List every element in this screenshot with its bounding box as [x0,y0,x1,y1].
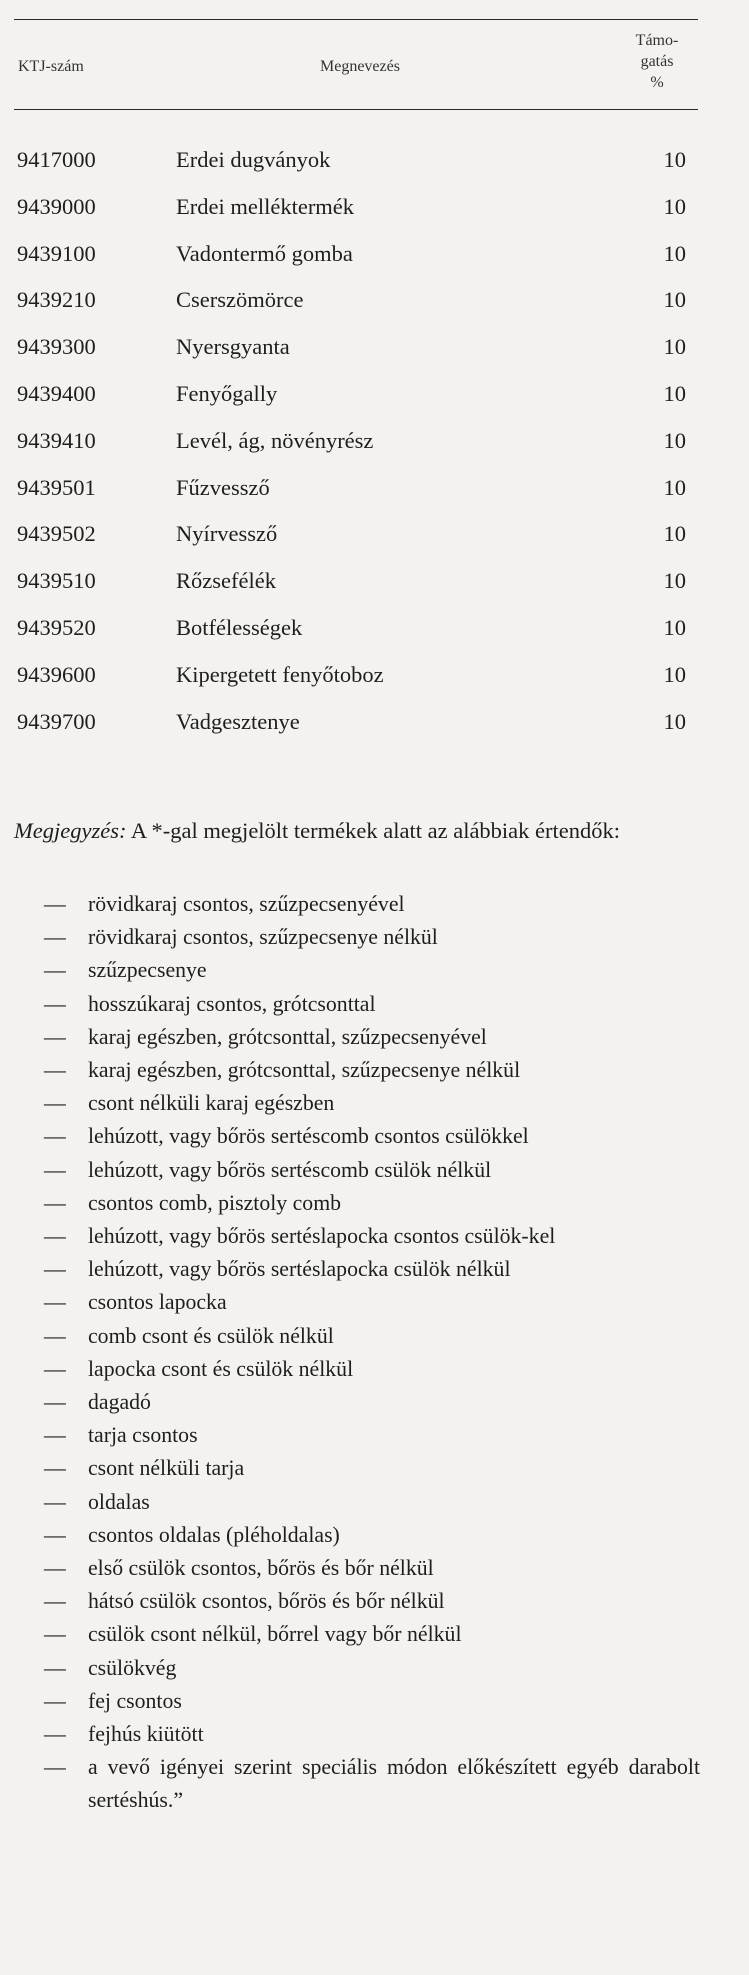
list-item-text: csontos lapocka [88,1290,227,1315]
row-percent: 10 [663,147,686,172]
dash-marker: — [44,1356,66,1381]
row-percent: 10 [663,661,686,687]
row-percent: 10 [663,334,686,360]
dash-marker: — [44,1755,66,1780]
table-row [14,381,698,428]
list-item-text: csont nélküli karaj egészben [88,1091,335,1116]
list-item-text: hátsó csülök csontos, bőrös és bőr nélkül [88,1589,445,1614]
dash-marker: — [44,1157,66,1182]
list-item [14,1120,700,1153]
row-percent: 10 [663,474,686,500]
row-name: Nyírvessző [176,521,278,547]
list-item-text: csontos comb, pisztoly comb [88,1190,342,1215]
list-item [14,1220,700,1253]
list-item [14,921,700,954]
list-item [14,1386,700,1419]
list-item-text: karaj egészben, grótcsonttal, szűzpecsenye nélkül [88,1058,521,1083]
list-item [14,1618,700,1651]
list-item [14,1419,700,1452]
list-item-text: rövidkaraj csontos, szűzpecsenyével [88,892,405,916]
dash-marker: — [44,925,66,950]
list-item-text: hosszúkaraj csontos, grótcsonttal [88,991,376,1016]
dash-marker: — [44,1323,66,1348]
row-code: 9439400 [17,380,96,406]
note-text: A *-gal megjelölt termékek alatt az alábbiak értendők: [126,818,621,843]
row-code: 9439210 [17,287,96,313]
list-item-text: lapocka csont és csülök nélkül [88,1356,354,1381]
row-code: 9439410 [17,427,96,453]
list-item-text: lehúzott, vagy bőrös sertéslapocka csontos csülök-kel [88,1224,556,1249]
list-item-text: comb csont és csülök nélkül [88,1323,334,1348]
dash-marker: — [44,1091,66,1116]
table-row [14,615,698,662]
list-item-text: szűzpecsenye [88,958,207,983]
dash-marker: — [44,1622,66,1647]
list-item [14,1286,700,1319]
list-item [14,1320,700,1353]
dash-marker: — [44,1190,66,1215]
dash-marker: — [44,1688,66,1713]
row-name: Erdei melléktermék [176,193,355,219]
list-item [14,1718,700,1751]
row-name: Fűzvessző [176,474,270,500]
row-name: Fenyőgally [176,380,278,406]
list-item [14,1452,700,1485]
row-name: Botfélességek [176,614,303,640]
list-item-text: dagadó [88,1390,151,1415]
dash-marker: — [44,1290,66,1315]
row-name: Cserszömörce [176,287,304,313]
list-item [14,1187,700,1220]
list-item [14,1751,700,1817]
list-item [14,1552,700,1585]
list-item-text: karaj egészben, grótcsonttal, szűzpecsenyével [88,1024,487,1049]
table-body [14,147,698,755]
table-top-rule [14,19,698,20]
row-percent: 10 [663,614,686,640]
dash-marker: — [44,1423,66,1448]
list-item-text: lehúzott, vagy bőrös sertéscomb csülök nélkül [88,1157,492,1182]
row-name: Vadontermő gomba [176,240,353,266]
row-name: Kipergetett fenyőtoboz [176,661,384,687]
table-row [14,568,698,615]
table-row [14,241,698,288]
row-percent: 10 [663,708,686,734]
dash-marker: — [44,1257,66,1282]
list-item [14,888,700,921]
list-item [14,1486,700,1519]
note-paragraph [14,816,698,846]
dash-marker: — [44,1456,66,1481]
table-row [14,475,698,522]
list-item-text: lehúzott, vagy bőrös sertéscomb csontos csülökkel [88,1124,529,1149]
dash-marker: — [44,1489,66,1514]
row-percent: 10 [663,380,686,406]
list-item [14,954,700,987]
list-item [14,1685,700,1718]
list-item-text: tarja csontos [88,1423,198,1448]
row-percent: 10 [663,427,686,453]
table-row [14,287,698,334]
table-row [14,709,698,756]
row-percent: 10 [663,193,686,219]
header-name: Megnevezés [320,58,400,75]
row-percent: 10 [663,568,686,594]
row-name: Erdei dugványok [176,147,331,172]
row-code: 9439300 [17,334,96,360]
list-item-text: csont nélküli tarja [88,1456,245,1481]
dash-marker: — [44,1556,66,1581]
row-code: 9417000 [17,147,96,172]
row-name: Nyersgyanta [176,334,290,360]
header-bottom-rule [14,109,698,110]
table-row [14,428,698,475]
note-label: Megjegyzés: [14,818,127,843]
row-code: 9439600 [17,661,96,687]
row-percent: 10 [663,287,686,313]
dash-marker: — [44,958,66,983]
list-item-text: csontos oldalas (pléholdalas) [88,1522,340,1547]
table-row [14,194,698,241]
list-item [14,1054,700,1087]
row-percent: 10 [663,240,686,266]
dash-marker: — [44,1024,66,1049]
list-item-text: lehúzott, vagy bőrös sertéslapocka csülök nélkül [88,1257,511,1282]
row-code: 9439100 [17,240,96,266]
dash-marker: — [44,991,66,1016]
item-list [14,888,700,1818]
dash-marker: — [44,1655,66,1680]
header-code: KTJ-szám [18,58,84,75]
dash-marker: — [44,892,66,916]
list-item [14,1519,700,1552]
list-item-text: első csülök csontos, bőrös és bőr nélkül [88,1556,434,1581]
header-percent-line1: Támo- [635,32,679,49]
list-item-text: rövidkaraj csontos, szűzpecsenye nélkül [88,925,438,950]
list-item [14,1253,700,1286]
row-name: Rőzsefélék [176,568,276,594]
header-percent-line3: % [650,74,664,91]
list-item-text: csülök csont nélkül, bőrrel vagy bőr nélkül [88,1622,462,1647]
row-name: Vadgesztenye [176,708,300,734]
list-item-text: fej csontos [88,1688,182,1713]
row-code: 9439700 [17,708,96,734]
list-item-text: fejhús kiütött [88,1722,204,1747]
dash-marker: — [44,1224,66,1249]
list-item [14,988,700,1021]
list-item-text: a vevő igényei szerint speciális módon előkészített egyéb darabolt sertéshús.” [88,1755,700,1813]
list-item [14,1154,700,1187]
list-item [14,1021,700,1054]
row-code: 9439000 [17,193,96,219]
row-code: 9439510 [17,568,96,594]
dash-marker: — [44,1390,66,1415]
table-row [14,662,698,709]
dash-marker: — [44,1722,66,1747]
row-code: 9439520 [17,614,96,640]
dash-marker: — [44,1589,66,1614]
dash-marker: — [44,1058,66,1083]
list-item [14,1652,700,1685]
list-item [14,1353,700,1386]
list-item-text: oldalas [88,1489,150,1514]
list-item [14,1585,700,1618]
header-percent [622,30,692,93]
table-row [14,147,698,194]
row-code: 9439502 [17,521,96,547]
row-percent: 10 [663,521,686,547]
table-row [14,521,698,568]
row-name: Levél, ág, növényrész [176,427,374,453]
row-code: 9439501 [17,474,96,500]
list-item-text: csülökvég [88,1655,177,1680]
dash-marker: — [44,1522,66,1547]
header-percent-line2: gatás [640,53,674,70]
table-row [14,334,698,381]
list-item [14,1087,700,1120]
dash-marker: — [44,1124,66,1149]
